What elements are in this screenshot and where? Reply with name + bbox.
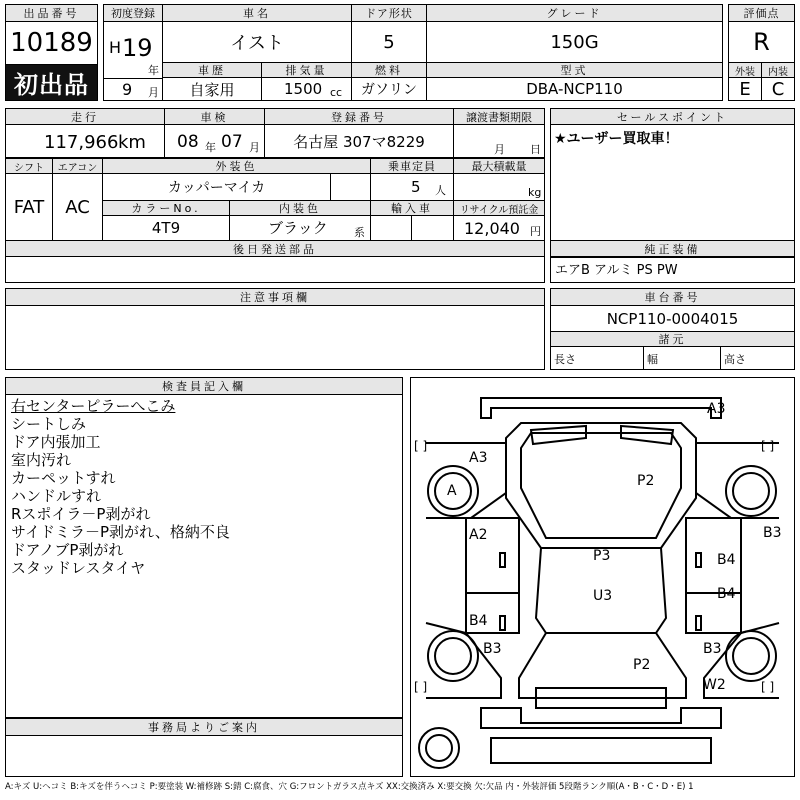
capacity-cell	[370, 173, 454, 201]
note-3: ドア内張加工	[11, 433, 101, 451]
plate-header: 登録番号	[264, 108, 454, 125]
grade-header: グレード	[426, 4, 723, 22]
mileage-cell	[5, 124, 165, 158]
max-load-header: 最大積載量	[453, 158, 545, 174]
interior-color-cell	[229, 215, 371, 241]
ac-header: エアコン	[52, 158, 103, 174]
interior-grade: C	[761, 77, 795, 101]
inspection-month-unit: 月	[249, 141, 260, 154]
height-label: 高さ	[724, 353, 746, 366]
exterior-header: 外装	[728, 62, 762, 78]
mark-front-bumper: A3	[707, 401, 726, 417]
import-cell-a	[370, 215, 412, 241]
first-registration-cell	[103, 21, 163, 79]
first-registration-header: 初度登録	[103, 4, 163, 22]
load-unit: kg	[528, 186, 542, 199]
caution-cell	[5, 305, 545, 370]
genuine-equipment-header: 純正装備	[550, 240, 795, 257]
mark-left-rear-quarter: B3	[483, 641, 502, 657]
note-2: シートしみ	[11, 415, 87, 433]
exterior-grade: E	[728, 77, 762, 101]
chassis-header: 車台番号	[550, 288, 795, 306]
car-outline	[411, 378, 794, 776]
note-10: スタッドレスタイヤ	[11, 559, 146, 577]
recycle-unit: 円	[530, 225, 541, 238]
inspector-notes	[5, 394, 403, 718]
exterior-color: カッパーマイカ	[102, 173, 331, 201]
plate: 名古屋 307マ8229	[264, 124, 454, 158]
dims-header: 諸元	[550, 331, 795, 347]
mark-left-front-wheel: A	[447, 483, 457, 499]
fuel: ガソリン	[351, 77, 427, 101]
displacement-cell	[261, 77, 352, 101]
model-header: 型式	[426, 62, 723, 78]
genuine-equipment-cell	[550, 256, 795, 283]
mark-left-front-door: A2	[469, 527, 488, 543]
recycle-fee: 12,040	[464, 219, 520, 238]
mark-right-rear-door: B4	[717, 586, 736, 602]
max-load-cell	[453, 173, 545, 201]
registration-month-cell	[103, 78, 163, 101]
score-header: 評価点	[728, 4, 795, 22]
mark-left-rear-door: B4	[469, 613, 488, 629]
sales-point-header: セールスポイント	[550, 108, 795, 125]
transfer-deadline-header: 譲渡書類期限	[453, 108, 545, 125]
chassis-number: NCP110-0004015	[550, 305, 795, 332]
mark-right-rear-fender: B3	[763, 525, 782, 541]
bracket-right-2: [ ]	[761, 680, 775, 694]
recycle-cell	[453, 215, 545, 241]
note-5: カーペットすれ	[11, 469, 116, 487]
registration-year: 19	[122, 34, 153, 62]
length-label: 長さ	[554, 353, 576, 366]
capacity-unit: 人	[435, 184, 446, 197]
fuel-header: 燃料	[351, 62, 427, 78]
interior-color-header: 内装色	[229, 200, 371, 216]
month-unit: 月	[148, 86, 159, 99]
lot-number-header: 出品番号	[5, 4, 98, 22]
mark-trunk: P2	[633, 657, 651, 673]
inspection-header: 車検	[164, 108, 265, 125]
import-cell-b	[411, 215, 454, 241]
bracket-left-2: [ ]	[414, 680, 428, 694]
bracket-right-1: [ ]	[761, 439, 775, 453]
mark-roof: P3	[593, 548, 611, 564]
mark-inside: U3	[593, 588, 613, 604]
office-cell	[5, 735, 403, 777]
mark-left-front-fender: A3	[469, 450, 488, 466]
mileage: 117,966	[44, 132, 119, 153]
capacity-header: 乗車定員	[370, 158, 454, 174]
mileage-unit: km	[118, 132, 146, 153]
mileage-header: 走行	[5, 108, 165, 125]
width-cell	[643, 346, 721, 370]
registration-month: 9	[122, 80, 133, 99]
later-parts-header: 後日発送部品	[5, 240, 545, 257]
year-unit: 年	[148, 64, 159, 77]
car-name: イスト	[162, 21, 352, 63]
transfer-day-unit: 日	[530, 143, 541, 156]
model: DBA-NCP110	[426, 77, 723, 101]
grade: 150G	[426, 21, 723, 63]
capacity: 5	[411, 178, 421, 196]
first-listing-badge: 初出品	[5, 64, 98, 101]
caution-header: 注意事項欄	[5, 288, 545, 306]
recycle-header: リサイクル預託金	[453, 200, 545, 216]
mark-hood: P2	[637, 473, 655, 489]
history: 自家用	[162, 77, 262, 101]
door-header: ドア形状	[351, 4, 427, 22]
transfer-month-unit: 月	[494, 143, 505, 156]
interior-color: ブラック	[268, 219, 328, 237]
interior-color-unit: 系	[354, 226, 365, 239]
exterior-color-header: 外装色	[102, 158, 371, 174]
note-4: 室内汚れ	[11, 451, 72, 469]
length-cell	[550, 346, 644, 370]
note-1: 右センターピラーへこみ	[11, 397, 176, 415]
import-header: 輸入車	[370, 200, 454, 216]
mark-right-front-door: B4	[717, 552, 736, 568]
exterior-color-blank	[330, 173, 371, 201]
width-label: 幅	[647, 353, 658, 366]
transfer-deadline-cell	[453, 124, 545, 158]
note-6: ハンドルすれ	[11, 487, 102, 505]
inspection-cell	[164, 124, 265, 158]
height-cell	[720, 346, 795, 370]
note-9: ドアノブP剥がれ	[11, 541, 124, 559]
inspection-month: 07	[221, 132, 243, 152]
later-parts-cell	[5, 256, 545, 283]
legend: A:キズ U:ヘコミ B:キズを伴うヘコミ P:要塗装 W:補修跡 S:錆 C:腐食、穴 G:フロントガラス点キズ XX:交換済み X:要交換 欠:欠品 内・外装評価 5段階ランク順(A・B・C・D・E) 1	[5, 782, 694, 792]
sales-point: ★ユーザー買取車！	[554, 131, 679, 147]
sales-point-cell	[550, 124, 795, 258]
door-count: 5	[351, 21, 427, 63]
displacement-header: 排気量	[261, 62, 352, 78]
car-name-header: 車名	[162, 4, 352, 22]
displacement-unit: cc	[330, 86, 343, 99]
note-7: Rスポイラ－P剥がれ	[11, 505, 151, 523]
color-no-header: カラーNo.	[102, 200, 230, 216]
displacement: 1500	[284, 80, 323, 98]
office-header: 事務局よりご案内	[5, 718, 403, 736]
color-no: 4T9	[102, 215, 230, 241]
mark-right-rear-quarter: B3	[703, 641, 722, 657]
inspector-header: 検査員記入欄	[5, 377, 403, 395]
shift: FAT	[5, 173, 53, 241]
shift-header: シフト	[5, 158, 53, 174]
lot-number: 10189	[5, 21, 98, 65]
car-diagram	[410, 377, 795, 777]
interior-header: 内装	[761, 62, 795, 78]
mark-rear-bumper: W2	[703, 677, 726, 693]
inspection-year: 08	[177, 132, 199, 152]
bracket-left-1: [ ]	[414, 439, 428, 453]
ac: AC	[52, 173, 103, 241]
inspection-year-unit: 年	[205, 141, 216, 154]
era: H	[109, 38, 122, 57]
history-header: 車歴	[162, 62, 262, 78]
note-8: サイドミラ－P剥がれ、格納不良	[11, 523, 230, 541]
score: R	[728, 21, 795, 63]
genuine-equipment: エアB アルミ PS PW	[555, 263, 678, 278]
